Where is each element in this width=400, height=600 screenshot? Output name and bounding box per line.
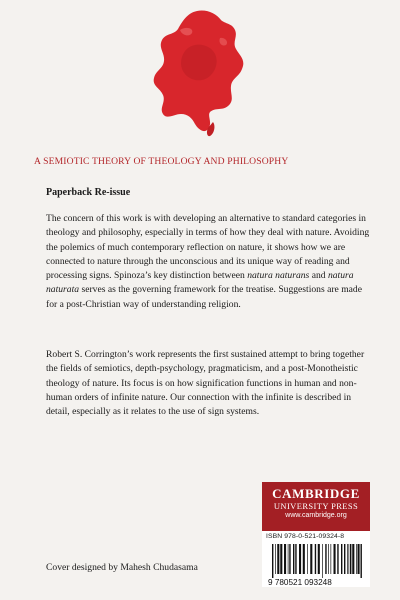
barcode-bar (272, 544, 273, 578)
barcode-bar (352, 544, 354, 574)
barcode-bar (289, 544, 290, 574)
barcode-bar (347, 544, 348, 574)
barcode-bar (356, 544, 357, 574)
barcode-bar (349, 544, 350, 574)
barcode-bar (337, 544, 338, 574)
barcode-bar (328, 544, 329, 574)
cover-credit: Cover designed by Mahesh Chudasama (46, 562, 198, 573)
publisher-logo-box (262, 482, 370, 531)
barcode-bar (322, 544, 323, 578)
barcode-image (266, 543, 366, 587)
red-wax-seal-image (150, 8, 248, 140)
publisher-press: UNIVERSITY PRESS (273, 501, 359, 511)
barcode-bar (325, 544, 326, 574)
description-paragraph-1 (46, 212, 370, 312)
italic-term: natura naturata (46, 270, 354, 296)
barcode-bar (295, 544, 296, 574)
barcode-bar (277, 544, 279, 574)
barcode-bar (318, 544, 320, 574)
barcode-bar (341, 544, 342, 574)
book-subtitle: A SEMIOTIC THEORY OF THEOLOGY AND PHILOSOPHY (34, 156, 289, 167)
barcode-bar (315, 544, 316, 574)
barcode-digits: 9 780521 093248 (268, 578, 332, 587)
barcode-bar (310, 544, 312, 574)
paragraph-text: serves as the governing framework for the treatise. Suggestions are made for a post-Christian way of understanding religion. (46, 284, 362, 310)
paragraph-text: The concern of this work is with developing an alternative to standard categories in theology and philosophy, especially in terms of how they deal with nature. Avoiding the polemics of much contemporary reflection on nature, it shows how we are connected to nature through the unconscious and its unique way of reading and processing signs. Spinoza’s key distinction between (46, 213, 370, 282)
barcode-bar (275, 544, 276, 574)
barcode-bar (293, 544, 294, 574)
barcode-bar (334, 544, 336, 574)
barcode-bar (307, 544, 308, 574)
barcode-bar (299, 544, 301, 574)
paragraph-text: and (309, 270, 328, 282)
barcode-bar (358, 544, 360, 574)
barcode-bar (331, 544, 332, 574)
italic-term: natura naturans (247, 270, 310, 282)
description-paragraph-2: Robert S. Corrington’s work represents the first sustained attempt to bring together the fields of semiotics, depth-psychology, pragmaticism, and a post-Monotheistic theology of nature. Its focus is on how signification functions in human and non-human orders of infinite nature. Our connection with the infinite is described in detail, especially as it relates to the use of sign systems. (46, 349, 365, 418)
barcode-bar (288, 544, 289, 574)
edition-label: Paperback Re-issue (46, 187, 131, 198)
barcode-bar (361, 544, 362, 578)
publisher-url: www.cambridge.org (285, 512, 347, 519)
barcode-bar (350, 544, 351, 574)
isbn-text: ISBN 978-0-521-09324-8 (266, 533, 345, 540)
barcode-bar (344, 544, 345, 574)
barcode-bar (284, 544, 286, 574)
barcode-bar (280, 544, 282, 574)
publisher-name: CAMBRIDGE (272, 486, 360, 501)
barcode-bar (303, 544, 305, 574)
